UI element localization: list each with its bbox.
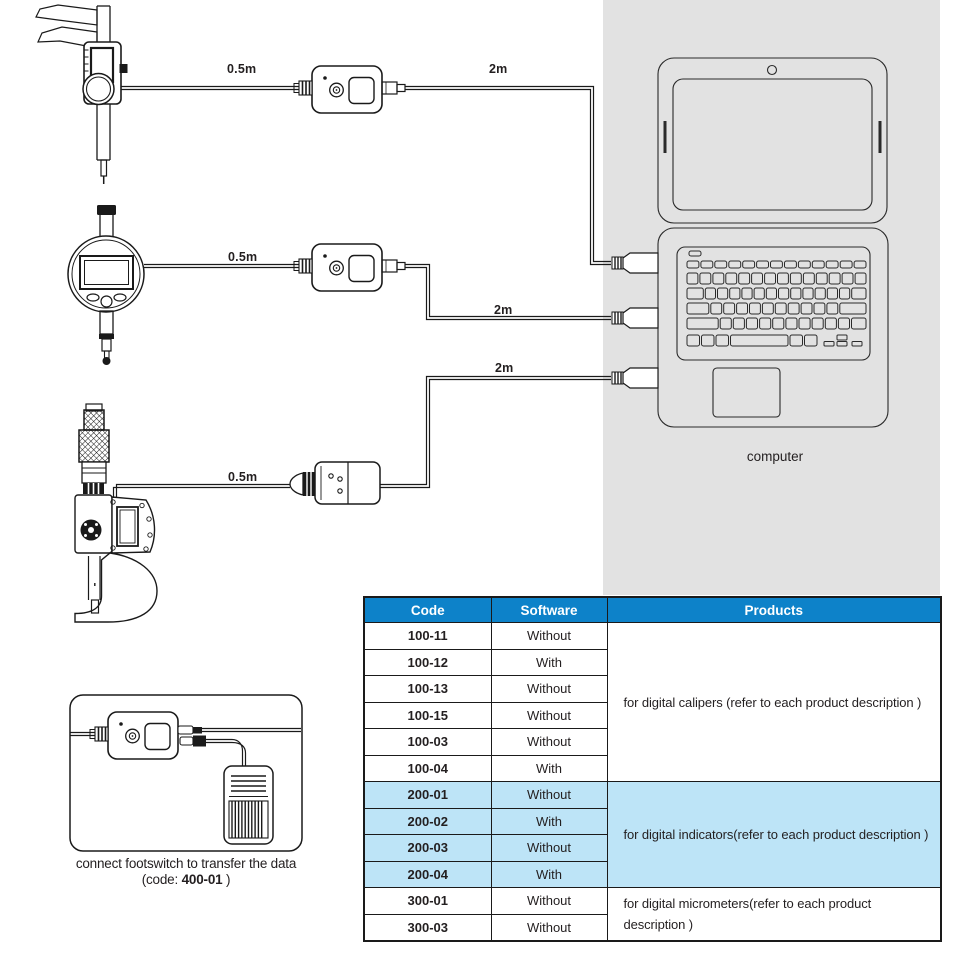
indicator-cable-length-label: 0.5m — [228, 250, 258, 264]
cell-code: 200-02 — [364, 808, 491, 835]
micrometer-cable — [114, 485, 291, 499]
footswitch-caption: connect footswitch to transfer the data — [75, 856, 297, 871]
cell-software: Without — [491, 623, 607, 650]
usb-plug-3 — [612, 368, 658, 388]
cell-code: 200-01 — [364, 782, 491, 809]
computer-label: computer — [746, 449, 804, 464]
table-header-row — [364, 597, 941, 623]
footswitch-code-prefix: (code: — [141, 872, 179, 887]
cell-software: Without — [491, 702, 607, 729]
cell-code: 100-15 — [364, 702, 491, 729]
caliper-cable — [121, 87, 299, 90]
cell-code: 100-12 — [364, 649, 491, 676]
data-transfer-unit-1 — [294, 66, 405, 113]
cell-code: 100-04 — [364, 755, 491, 782]
footswitch-code: 400-01 — [181, 872, 223, 887]
indicator-cable — [144, 265, 299, 268]
data-transfer-unit-2 — [294, 244, 405, 291]
laptop-drawing — [658, 58, 888, 427]
table-row — [364, 782, 941, 809]
micrometer-to-computer-cable — [380, 377, 611, 488]
micrometer-cable-length-label: 0.5m — [228, 470, 258, 484]
footswitch-pedal — [224, 766, 273, 844]
cell-product-indicators: for digital indicators(refer to each product description ) — [607, 782, 941, 888]
keyboard-keys — [687, 261, 866, 346]
header-products: Products — [607, 597, 941, 623]
cell-software: Without — [491, 729, 607, 756]
usb-plug-1 — [612, 253, 658, 273]
footswitch-code-caption — [36, 872, 336, 888]
cell-code: 100-11 — [364, 623, 491, 650]
footswitch-code-suffix: ) — [226, 872, 231, 887]
cell-software: Without — [491, 914, 607, 941]
header-software: Software — [491, 597, 607, 623]
cell-software: Without — [491, 676, 607, 703]
micrometer-ext-cable-length-label: 2m — [495, 361, 514, 375]
cell-software: With — [491, 808, 607, 835]
dial-indicator-drawing — [68, 205, 144, 365]
footswitch-diagram — [70, 695, 302, 851]
caliper-ext-cable-length-label: 2m — [489, 62, 508, 76]
cell-software: Without — [491, 888, 607, 915]
table-row — [364, 623, 941, 650]
cell-code: 100-03 — [364, 729, 491, 756]
cell-code: 200-03 — [364, 835, 491, 862]
cell-code: 200-04 — [364, 861, 491, 888]
cell-code: 300-03 — [364, 914, 491, 941]
header-code: Code — [364, 597, 491, 623]
cell-code: 300-01 — [364, 888, 491, 915]
caliper-cable-length-label: 0.5m — [227, 62, 257, 76]
caliper-to-computer-cable — [405, 87, 611, 265]
indicator-ext-cable-length-label: 2m — [494, 303, 513, 317]
cell-software: With — [491, 755, 607, 782]
cell-code: 100-13 — [364, 676, 491, 703]
usb-plug-2 — [612, 308, 658, 328]
cell-product-calipers: for digital calipers (refer to each product description ) — [607, 623, 941, 782]
caliper-drawing — [36, 5, 128, 184]
cell-software: With — [491, 649, 607, 676]
data-transfer-unit-3 — [290, 462, 380, 504]
cell-software: Without — [491, 782, 607, 809]
cell-product-micrometers: for digital micrometers(refer to each product description ) — [607, 888, 941, 942]
cell-software: With — [491, 861, 607, 888]
products-table — [363, 596, 942, 942]
micrometer-drawing — [75, 404, 157, 622]
table-row — [364, 888, 941, 915]
cell-software: Without — [491, 835, 607, 862]
